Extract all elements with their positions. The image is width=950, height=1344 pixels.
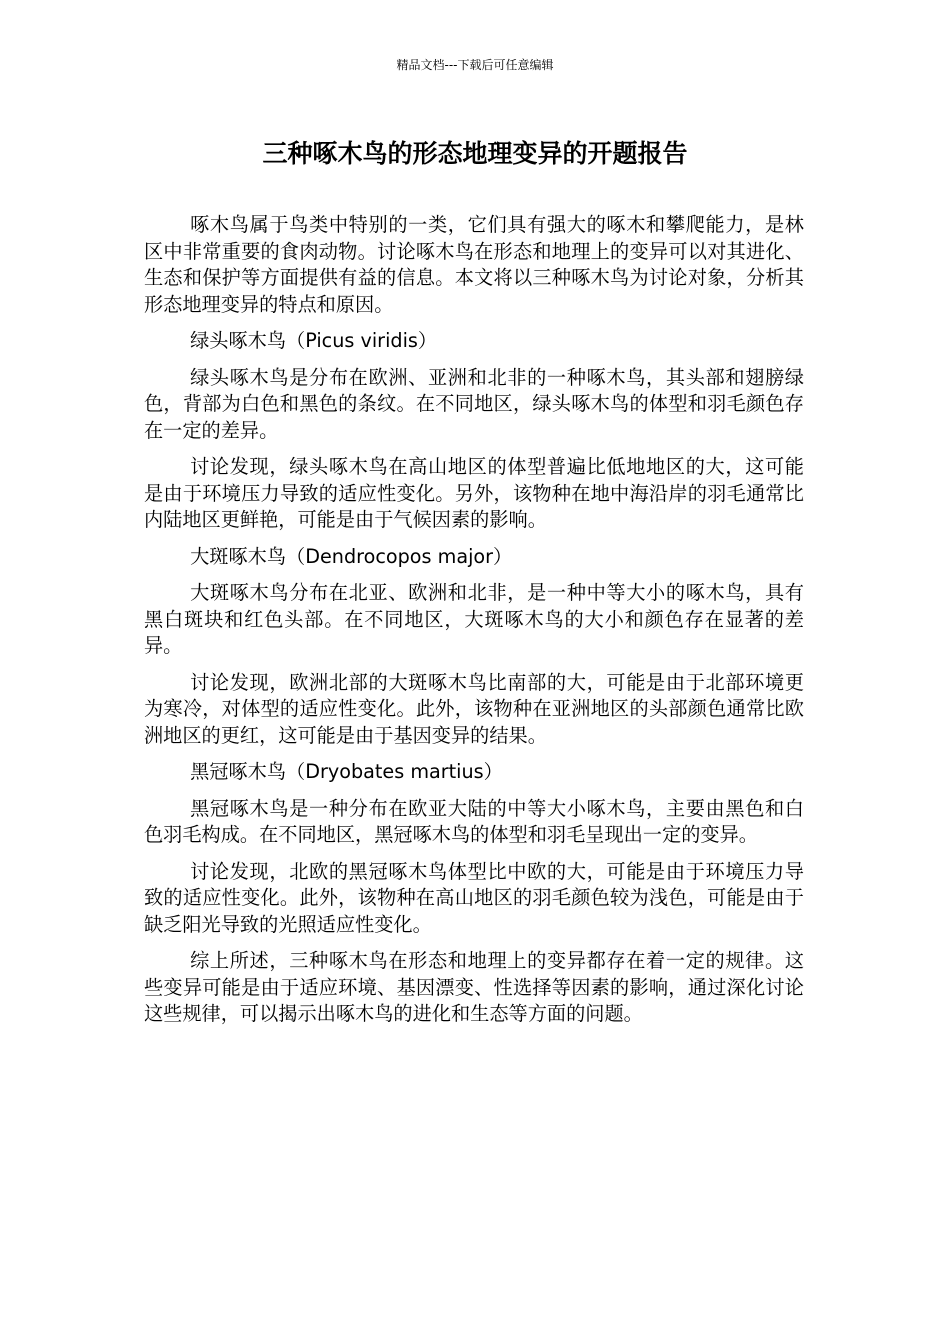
great-spotted-woodpecker-discussion: 讨论发现，欧洲北部的大斑啄木鸟比南部的大，可能是由于北部环境更为寒冷，对体型的适应性变化。此外，该物种在亚洲地区的头部颜色通常比欧洲地区的更红，这可能是由于基因变异的结果。 bbox=[144, 670, 804, 747]
section-heading-green-woodpecker: 绿头啄木鸟（Picus viridis） bbox=[190, 329, 438, 352]
intro-paragraph: 啄木鸟属于鸟类中特别的一类，它们具有强大的啄木和攀爬能力，是林区中非常重要的食肉动物。讨论啄木鸟在形态和地理上的变异可以对其进化、生态和保护等方面提供有益的信息。本文将以三种啄木鸟为讨论对象，分析其形态地理变异的特点和原因。 bbox=[144, 213, 804, 316]
section-heading-great-spotted-woodpecker: 大斑啄木鸟（Dendrocopos major） bbox=[190, 544, 513, 568]
green-woodpecker-description: 绿头啄木鸟是分布在欧洲、亚洲和北非的一种啄木鸟，其头部和翅膀绿色，背部为白色和黑色的条纹。在不同地区，绿头啄木鸟的体型和羽毛颜色存在一定的差异。 bbox=[144, 365, 804, 442]
conclusion-paragraph: 综上所述，三种啄木鸟在形态和地理上的变异都存在着一定的规律。这些变异可能是由于适应环境、基因漂变、性选择等因素的影响，通过深化讨论这些规律，可以揭示出啄木鸟的进化和生态等方面的问题。 bbox=[144, 949, 804, 1025]
document-body bbox=[144, 212, 804, 1038]
great-spotted-woodpecker-description: 大斑啄木鸟分布在北亚、欧洲和北非，是一种中等大小的啄木鸟，具有黑白斑块和红色头部。在不同地区，大斑啄木鸟的大小和颜色存在显著的差异。 bbox=[144, 581, 804, 657]
black-woodpecker-discussion: 讨论发现，北欧的黑冠啄木鸟体型比中欧的大，可能是由于环境压力导致的适应性变化。此外，该物种在高山地区的羽毛颜色较为浅色，可能是由于缺乏阳光导致的光照适应性变化。 bbox=[144, 859, 804, 936]
document-title: 三种啄木鸟的形态地理变异的开题报告 bbox=[262, 139, 688, 168]
header-note: 精品文档---下载后可任意编辑 bbox=[396, 58, 554, 72]
black-woodpecker-description: 黑冠啄木鸟是一种分布在欧亚大陆的中等大小啄木鸟，主要由黑色和白色羽毛构成。在不同地区，黑冠啄木鸟的体型和羽毛呈现出一定的变异。 bbox=[144, 796, 804, 846]
green-woodpecker-discussion: 讨论发现，绿头啄木鸟在高山地区的体型普遍比低地地区的大，这可能是由于环境压力导致的适应性变化。另外，该物种在地中海沿岸的羽毛通常比内陆地区更鲜艳，可能是由于气候因素的影响。 bbox=[144, 455, 804, 531]
section-heading-black-woodpecker: 黑冠啄木鸟（Dryobates martius） bbox=[190, 760, 503, 783]
